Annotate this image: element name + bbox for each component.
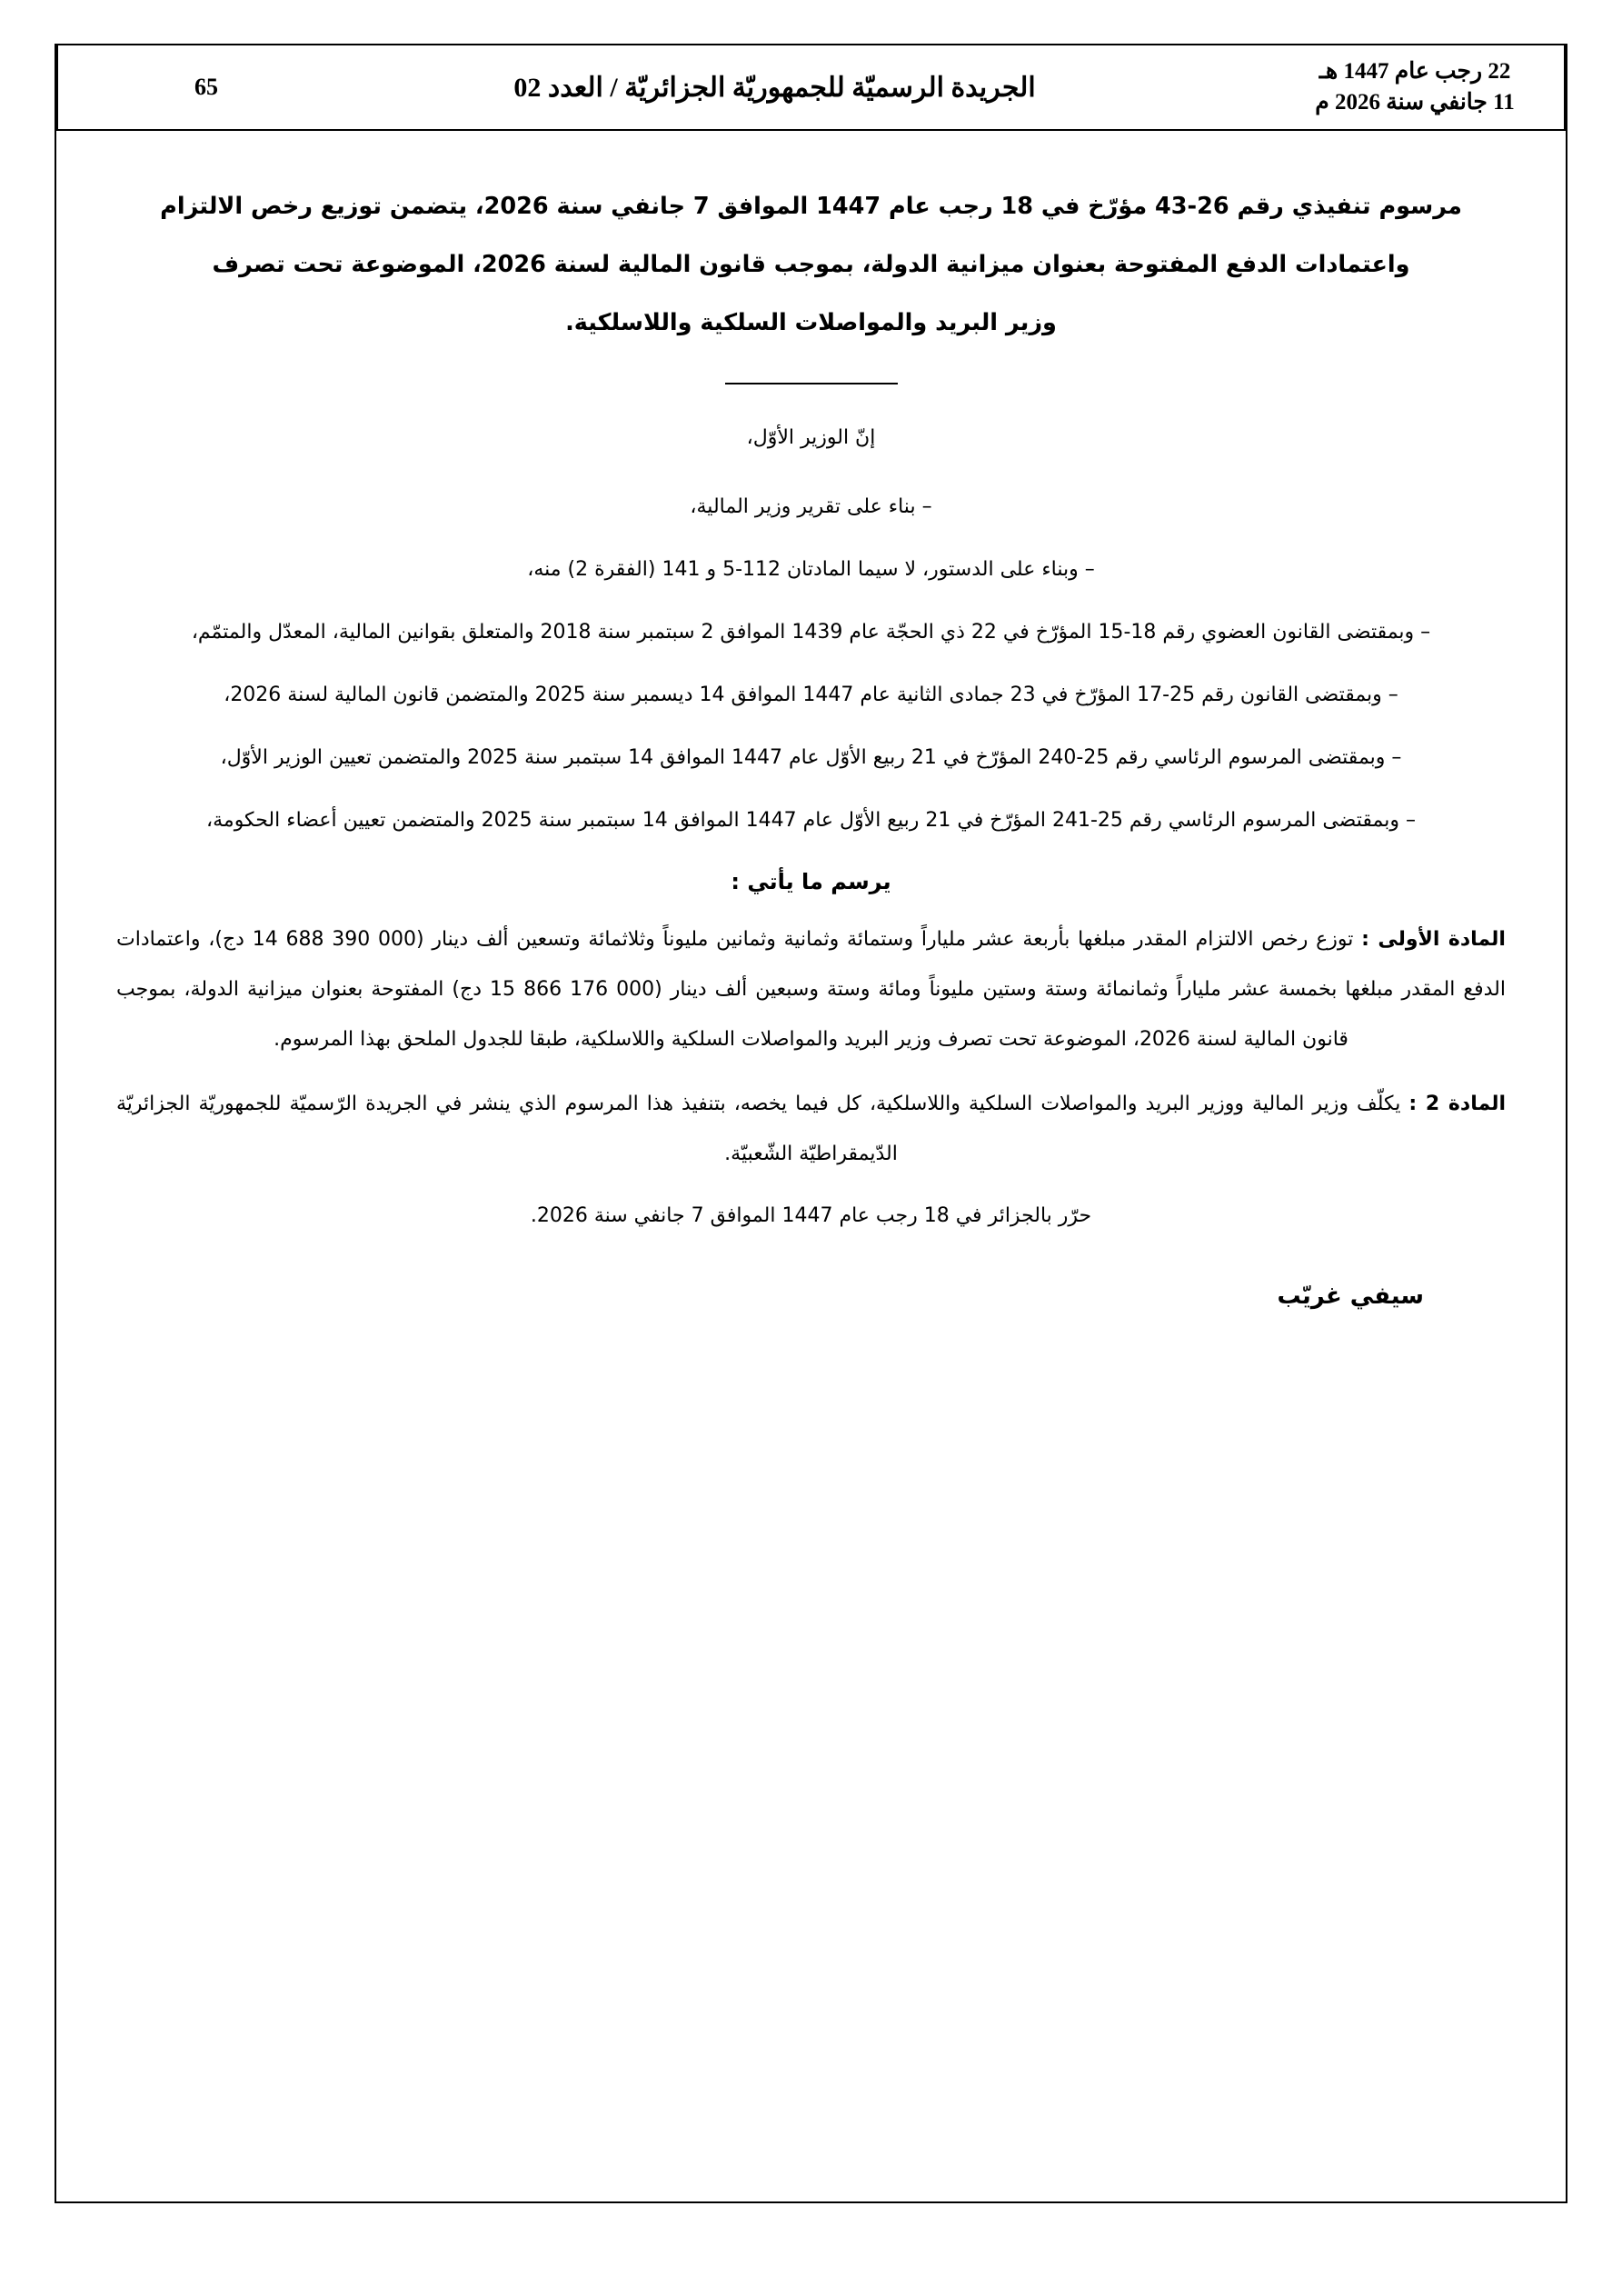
whereas-clause: – وبمقتضى القانون العضوي رقم 18-15 المؤرّخ في 22 ذي الحجّة عام 1439 الموافق 2 سبتمبر سنة 2018 والمتعلق بقوانين المالية، المعدّل والمتمّم، [191, 620, 1431, 644]
title-divider [725, 383, 898, 384]
decree-title [116, 178, 1506, 352]
article-1 [116, 914, 1506, 1064]
header-date-block [1266, 45, 1566, 129]
header-journal-title: الجريدة الرسميّة للجمهوريّة الجزائريّة / العدد 02 [513, 72, 1036, 103]
header-page-number: 65 [56, 45, 284, 129]
page-header [55, 44, 1567, 131]
whereas-clause: – بناء على تقرير وزير المالية، [690, 494, 932, 518]
decree-intro: يرسم ما يأتي : [731, 868, 891, 894]
article-2 [116, 1079, 1506, 1179]
article-2-label: المادة 2 : [1408, 1092, 1507, 1115]
issuing-authority: إنّ الوزير الأوّل، [746, 426, 876, 450]
header-gregorian-date: 11 جانفي سنة 2026 م [1315, 90, 1515, 115]
whereas-clause: – وبناء على الدستور، لا سيما المادتان 112-5 و 141 (الفقرة 2) منه، [527, 557, 1095, 581]
document-body [55, 131, 1567, 2203]
whereas-clause: – وبمقتضى القانون رقم 25-17 المؤرّخ في 23 جمادى الثانية عام 1447 الموافق 14 ديسمبر سنة 2025 والمتضمن قانون المالية لسنة 2026، [224, 683, 1398, 706]
decree-title-line-1: مرسوم تنفيذي رقم 26-43 مؤرّخ في 18 رجب عام 1447 الموافق 7 جانفي سنة 2026، يتضمن توزيع رخص الالتزام [160, 193, 1462, 220]
header-hijri-date: 22 رجب عام 1447 هـ [1318, 59, 1511, 85]
article-1-label: المادة الأولى : [1361, 927, 1506, 951]
decree-title-line-2: واعتمادات الدفع المفتوحة بعنوان ميزانية الدولة، بموجب قانون المالية لسنة 2026، الموضوعة تحت تصرف [212, 250, 1410, 278]
article-2-text: يكلّف وزير المالية ووزير البريد والمواصلات السلكية واللاسلكية، كل فيما يخصه، بتنفيذ هذا المرسوم الذي ينشر في الجريدة الرّسميّة للجمهوريّة الجزائريّة الدّيمقراطيّة الشّعبيّة. [116, 1092, 1409, 1165]
whereas-clause: – وبمقتضى المرسوم الرئاسي رقم 25-241 المؤرّخ في 21 ربيع الأوّل عام 1447 الموافق 14 سبتمبر سنة 2025 والمتضمن تعيين أعضاء الحكومة، [206, 808, 1416, 832]
whereas-clause: – وبمقتضى المرسوم الرئاسي رقم 25-240 المؤرّخ في 21 ربيع الأوّل عام 1447 الموافق 14 سبتمبر سنة 2025 والمتضمن تعيين الوزير الأوّل، [220, 745, 1402, 769]
article-1-text: توزع رخص الالتزام المقدر مبلغها بأربعة عشر ملياراً وستمائة وثمانية وثمانين مليوناً وثلاثمائة وتسعين ألف دينار (000 390 688 14 دج)، واعتمادات الدفع المقدر مبلغها بخمسة عشر ملياراً وثمانمائة وستة وستين مليوناً ومائة وستة وسبعين ألف دينار (000 176 866 15 دج) المفتوحة بعنوان ميزانية الدولة، بموجب قانون المالية لسنة 2026، الموضوعة تحت تصرف وزير البريد والمواصلات السلكية واللاسلكية، طبقا للجدول الملحق بهذا المرسوم. [116, 927, 1506, 1051]
decree-title-line-3: وزير البريد والمواصلات السلكية واللاسلكية. [565, 308, 1057, 336]
closing-statement: حرّر بالجزائر في 18 رجب عام 1447 الموافق 7 جانفي سنة 2026. [530, 1203, 1092, 1227]
signature-name: سيفي غريّب [1277, 1283, 1424, 1311]
